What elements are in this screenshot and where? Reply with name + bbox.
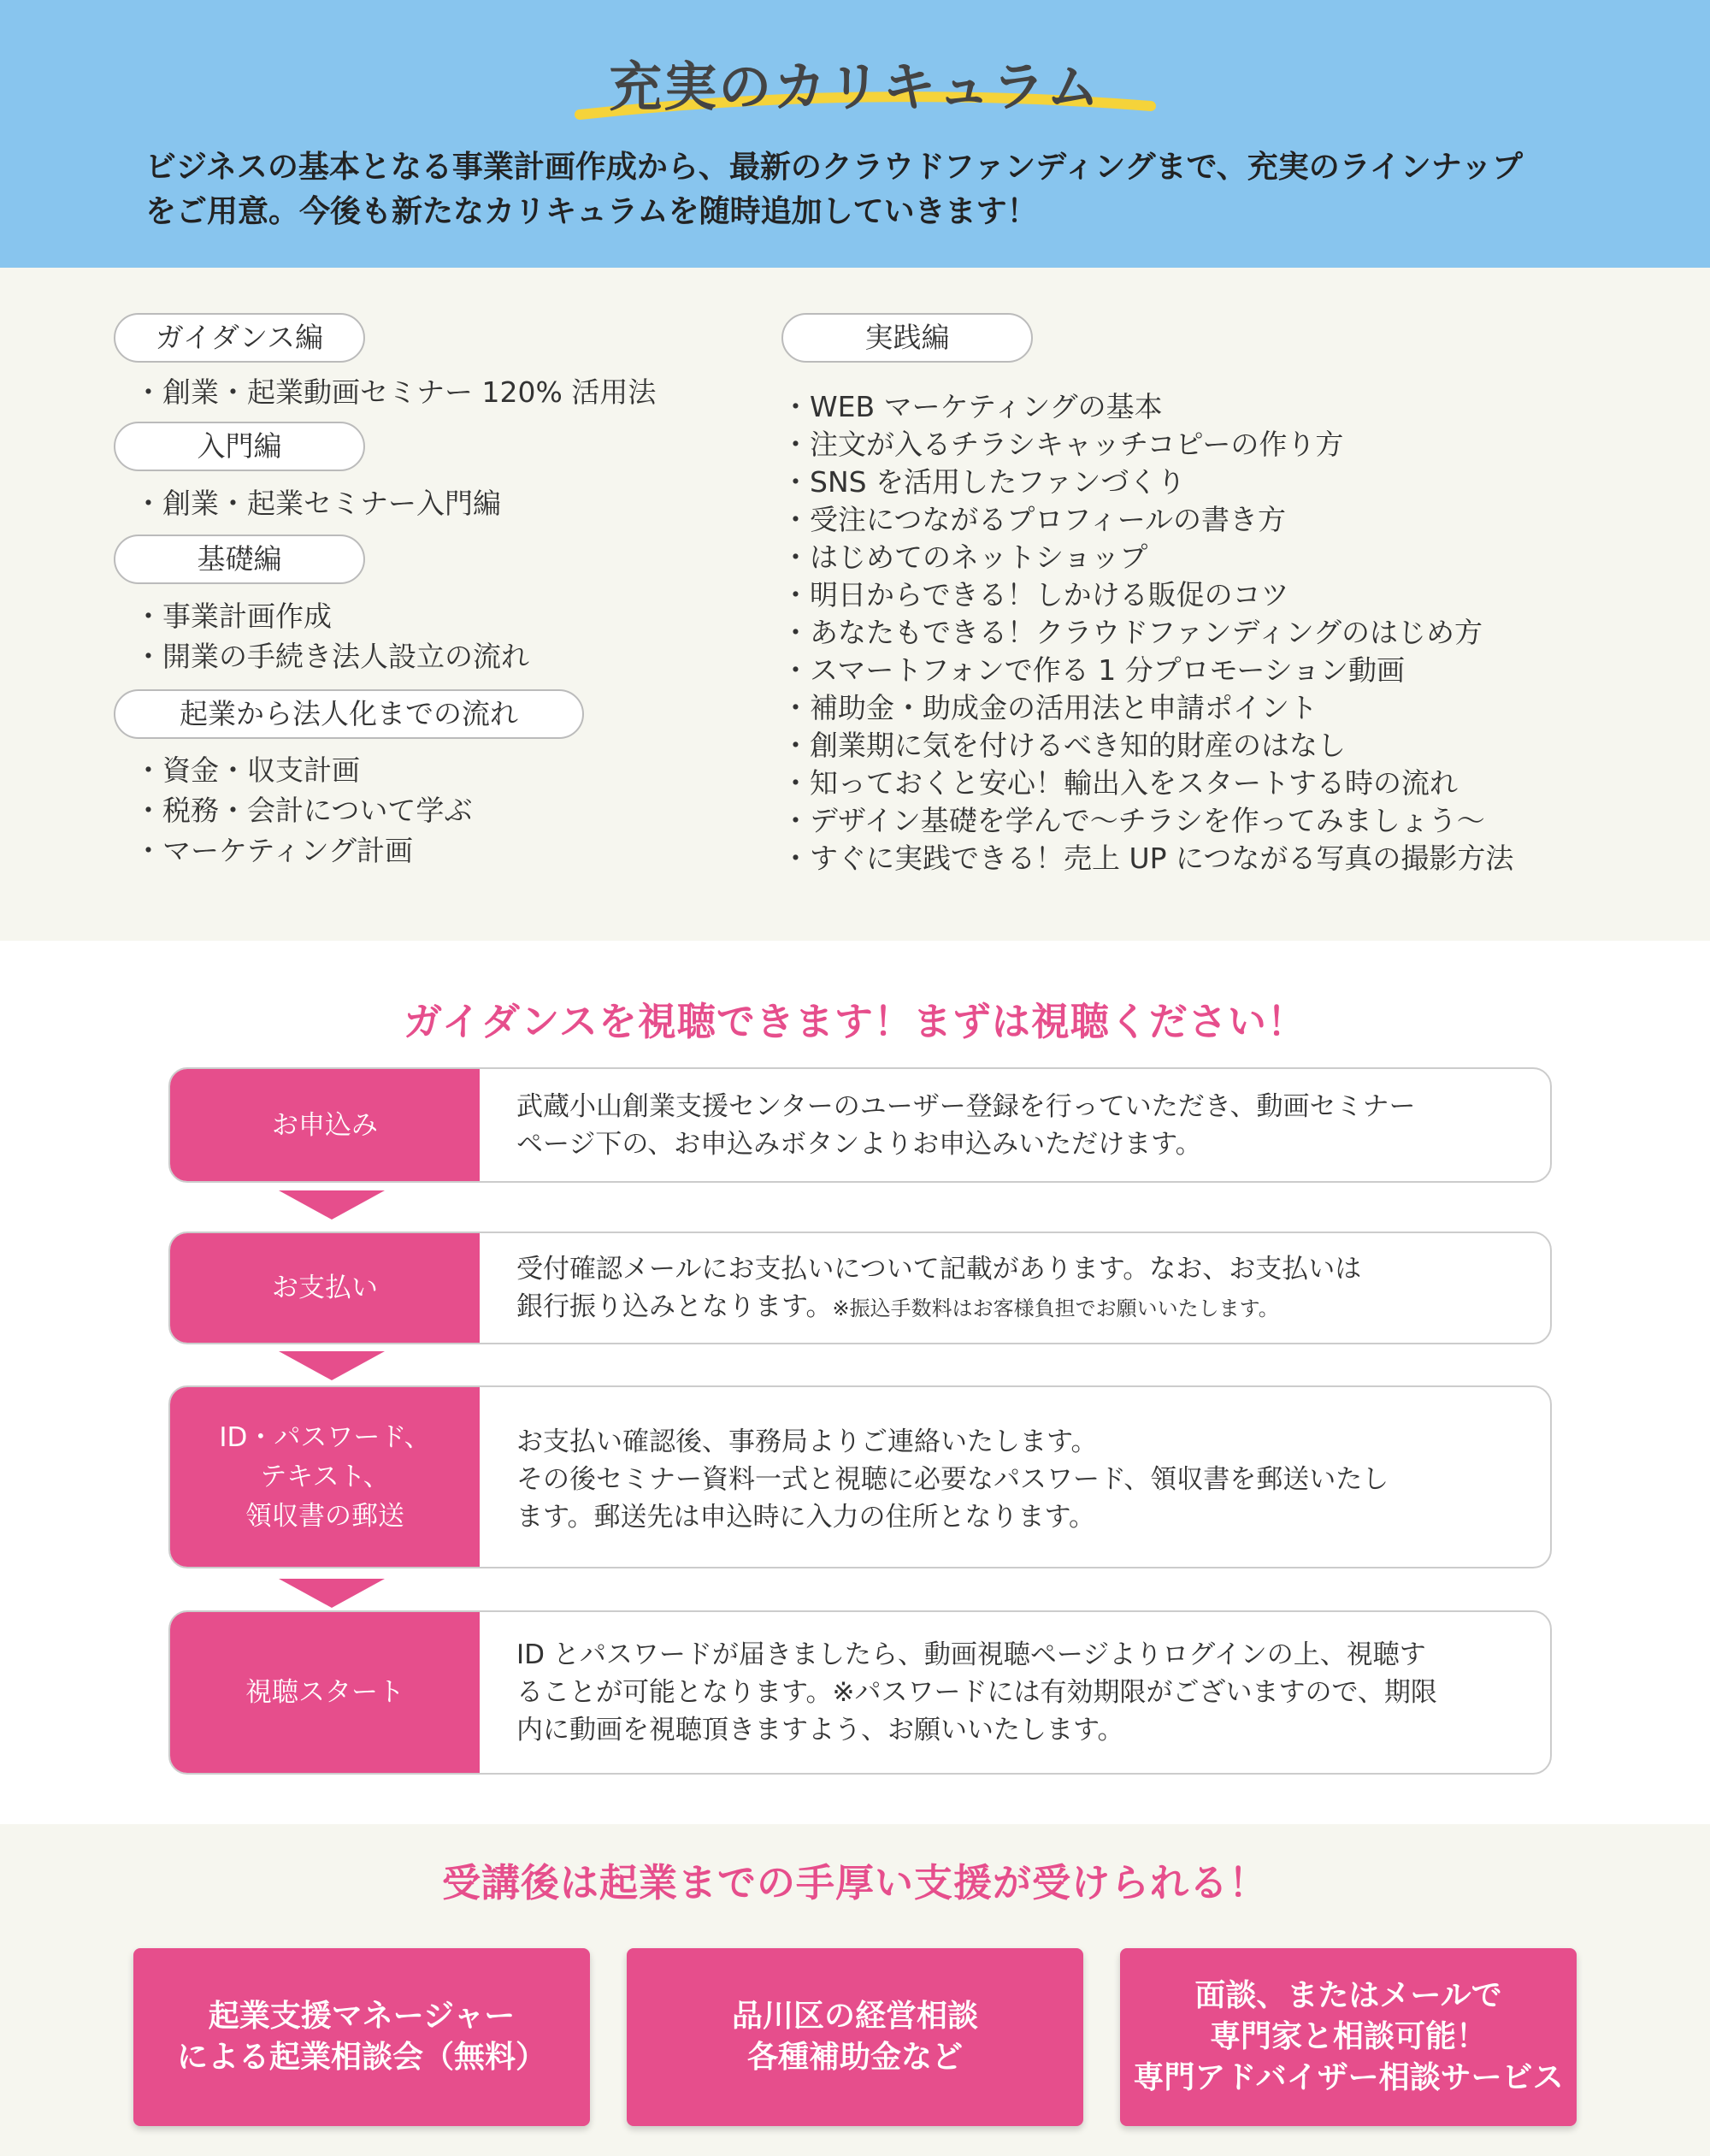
- header-description: [145, 145, 1599, 234]
- card-line: 起業支援マネージャー: [208, 1999, 516, 2034]
- step-description-line: [516, 1288, 1516, 1327]
- category-practice: 実践編: [781, 313, 1033, 363]
- list-item: ・注文が入るチラシキャッチコピーの作り方: [781, 428, 1344, 461]
- list-item: ・はじめてのネットショップ: [781, 540, 1148, 574]
- support-title: 受講後は起業までの手厚い支援が受けられる！: [441, 1860, 1268, 1905]
- step-description-line: ることが可能となります。※パスワードには有効期限がございますので、期限: [516, 1677, 1437, 1708]
- card-line: 面談、またはメールで: [1194, 1978, 1502, 2013]
- card-line: 専門家と相談可能！: [1209, 2019, 1487, 2054]
- card-line: 専門アドバイザー相談サービス: [1133, 2060, 1564, 2095]
- step-description-line: お支払い確認後、事務局よりご連絡いたします。: [516, 1427, 1098, 1457]
- card-line: による起業相談会（無料）: [176, 2040, 546, 2075]
- support-card-manager: [133, 1948, 590, 2126]
- header-description-line: をご用意。今後も新たなカリキュラムを随時追加していきます！: [145, 194, 1038, 229]
- header-description-line: ビジネスの基本となる事業計画作成から、最新のクラウドファンディングまで、充実のラインナップ: [145, 150, 1524, 185]
- list-item: ・WEB マーケティングの基本: [781, 390, 1163, 423]
- step-description-text: 銀行振り込みとなります。: [516, 1291, 833, 1322]
- list-item: ・あなたもできる！クラウドファンディングのはじめ方: [781, 616, 1483, 649]
- step-description-line: その後セミナー資料一式と視聴に必要なパスワード、領収書を郵送いたし: [516, 1464, 1389, 1495]
- step-shipping: [168, 1385, 1552, 1568]
- step-viewing-start: [168, 1610, 1552, 1775]
- list-item: ・補助金・助成金の活用法と申請ポイント: [781, 691, 1318, 724]
- category-guidance: ガイダンス編: [114, 313, 365, 363]
- step-label: お申込み: [170, 1069, 480, 1181]
- step-description-line: ます。郵送先は申込時に入力の住所となります。: [516, 1502, 1096, 1533]
- support-section: [0, 1824, 1710, 2156]
- down-arrow-icon: [279, 1351, 385, 1380]
- step-description: [516, 1423, 1516, 1536]
- step-description-line: ページ下の、お申込みボタンよりお申込みいただけます。: [516, 1129, 1202, 1160]
- curriculum-section: [0, 268, 1710, 941]
- category-incorporation: 起業から法人化までの流れ: [114, 689, 584, 739]
- header-section: [0, 0, 1710, 268]
- down-arrow-icon: [279, 1579, 385, 1608]
- list-item: ・資金・収支計画: [134, 753, 360, 787]
- step-payment: [168, 1232, 1552, 1344]
- step-description-line: ID とパスワードが届きましたら、動画視聴ページよりログインの上、視聴す: [516, 1639, 1426, 1670]
- list-item: ・開業の手続き法人設立の流れ: [134, 640, 529, 673]
- step-description: [516, 1250, 1516, 1327]
- step-label: 視聴スタート: [170, 1612, 480, 1773]
- step-description-line: 内に動画を視聴頂きますよう、お願いいたします。: [516, 1715, 1124, 1745]
- list-item: ・創業期に気を付けるべき知的財産のはなし: [781, 729, 1346, 762]
- category-basics: 基礎編: [114, 535, 365, 584]
- list-item: ・税務・会計について学ぶ: [134, 794, 473, 827]
- card-line: 品川区の経営相談: [731, 1999, 978, 2034]
- list-item: ・事業計画作成: [134, 600, 332, 633]
- list-item: ・マーケティング計画: [134, 834, 414, 867]
- list-item: ・創業・起業セミナー入門編: [134, 487, 501, 520]
- step-label: お支払い: [170, 1233, 480, 1343]
- category-intro: 入門編: [114, 422, 365, 471]
- list-item: ・スマートフォンで作る 1 分プロモーション動画: [781, 653, 1406, 687]
- step-description: [516, 1088, 1516, 1163]
- list-item: ・受注につながるプロフィールの書き方: [781, 503, 1287, 536]
- guidance-title: ガイダンスを視聴できます！まずは視聴ください！: [404, 999, 1306, 1044]
- list-item: ・デザイン基礎を学んで〜チラシを作ってみましょう〜: [781, 804, 1485, 837]
- page-title: 充実のカリキュラム: [609, 56, 1101, 118]
- step-label-line: テキスト、: [260, 1462, 390, 1492]
- card-line: 各種補助金など: [746, 2040, 963, 2075]
- step-description: [516, 1636, 1516, 1749]
- support-card-consultation: [627, 1948, 1083, 2126]
- step-label: [170, 1387, 480, 1567]
- step-apply: [168, 1067, 1552, 1183]
- step-label-line: 領収書の郵送: [245, 1501, 404, 1532]
- list-item: ・知っておくと安心！輸出入をスタートする時の流れ: [781, 766, 1459, 800]
- down-arrow-icon: [279, 1190, 385, 1220]
- list-item: ・すぐに実践できる！売上 UP につながる写真の撮影方法: [781, 842, 1514, 875]
- list-item: ・創業・起業動画セミナー 120% 活用法: [134, 375, 657, 409]
- fee-note: ※振込手数料はお客様負担でお願いいたします。: [832, 1297, 1279, 1320]
- list-item: ・明日からできる！しかける販促のコツ: [781, 578, 1289, 611]
- list-item: ・SNS を活用したファンづくり: [781, 465, 1186, 499]
- step-description-line: 武蔵小山創業支援センターのユーザー登録を行っていただき、動画セミナー: [516, 1091, 1416, 1122]
- step-label-line: ID・パスワード、: [219, 1422, 431, 1453]
- step-description-line: 受付確認メールにお支払いについて記載があります。なお、お支払いは: [516, 1254, 1362, 1285]
- support-card-advisor: [1120, 1948, 1577, 2126]
